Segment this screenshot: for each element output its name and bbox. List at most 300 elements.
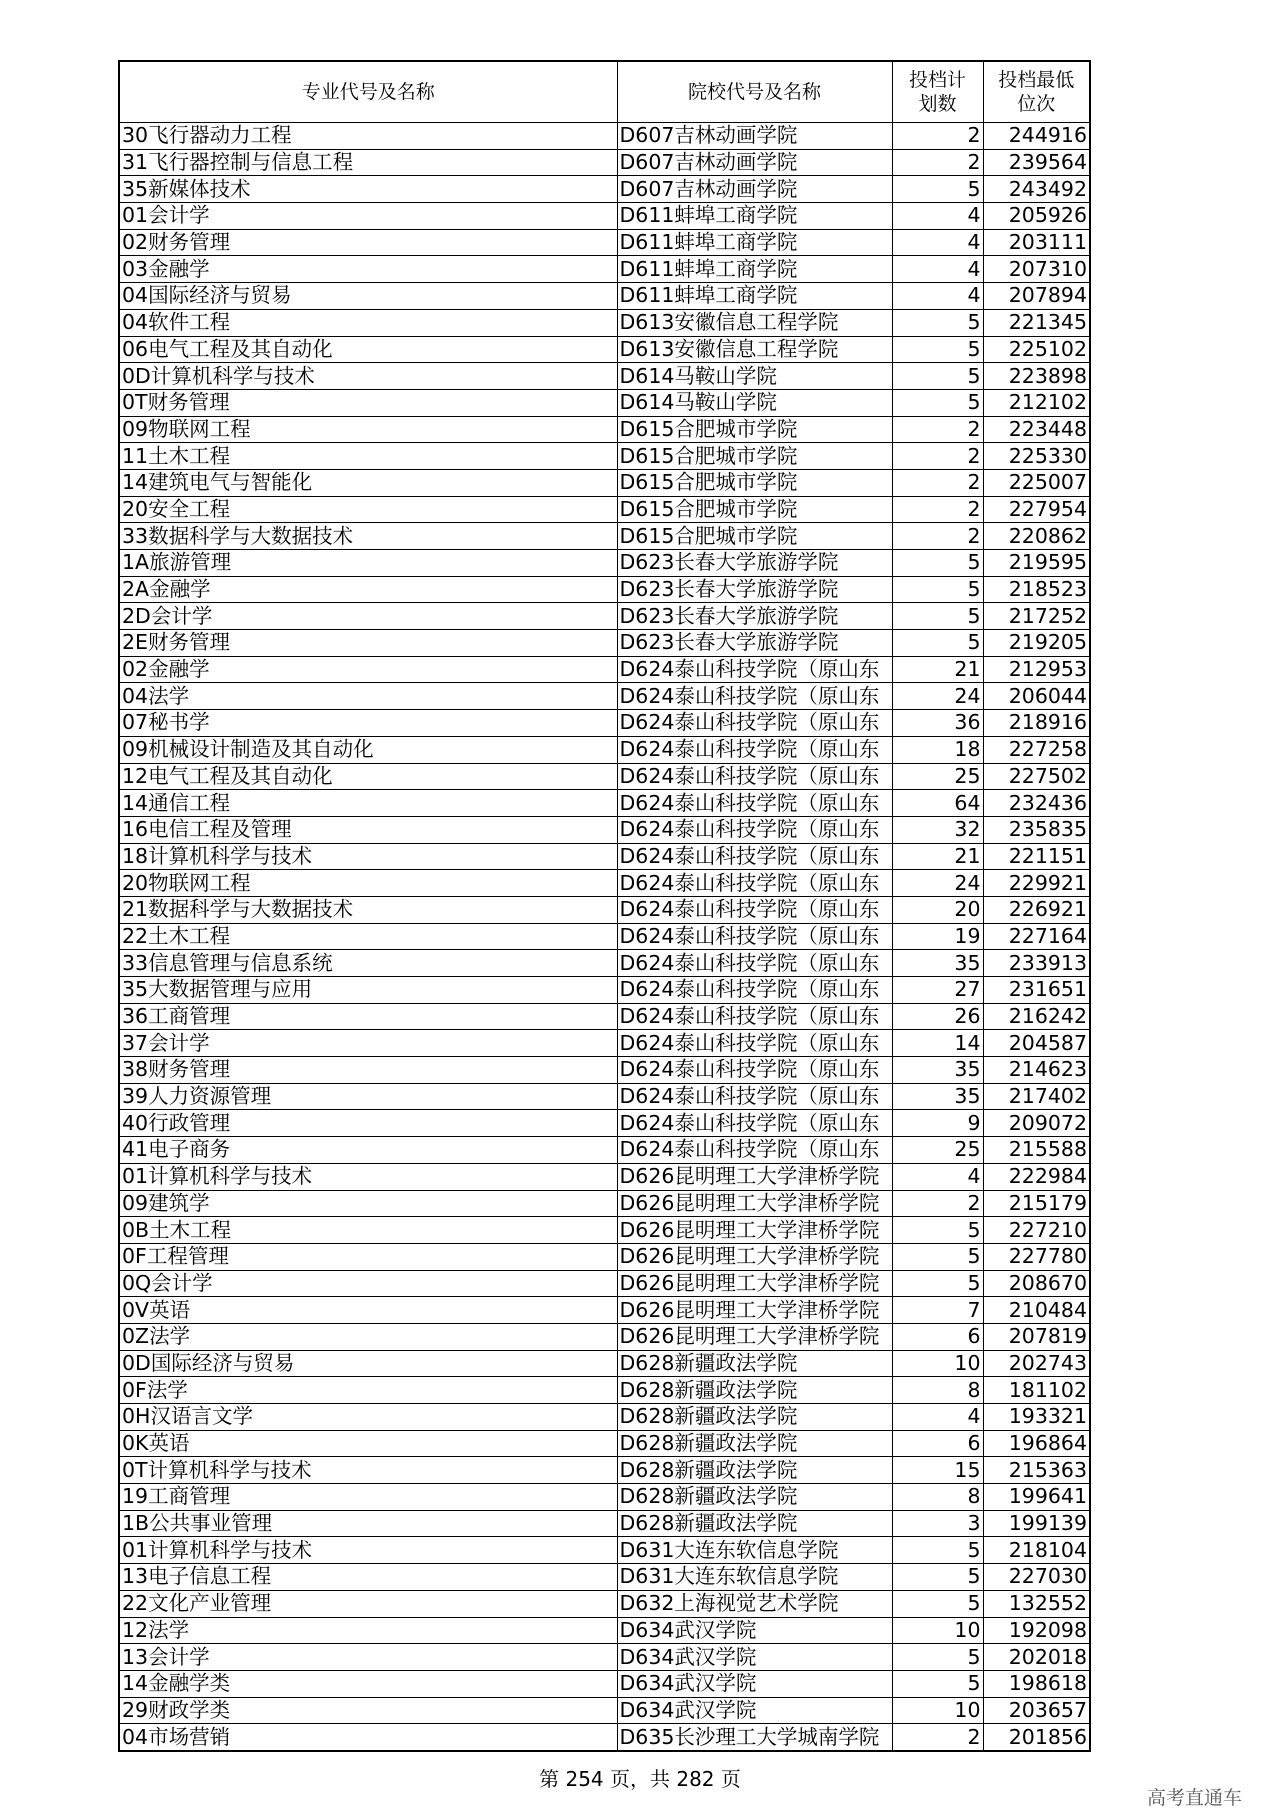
school-cell: D611蚌埠工商学院 (617, 203, 892, 230)
plan-count-cell: 5 (892, 336, 983, 363)
table-row (119, 1644, 1090, 1671)
major-cell: 33信息管理与信息系统 (119, 950, 617, 977)
school-cell: D632上海视觉艺术学院 (617, 1590, 892, 1617)
plan-count-cell: 5 (892, 1590, 983, 1617)
table-row (119, 630, 1090, 657)
min-rank-cell: 219595 (983, 550, 1090, 577)
min-rank-cell: 225330 (983, 443, 1090, 470)
min-rank-cell: 226921 (983, 896, 1090, 923)
school-cell: D623长春大学旅游学院 (617, 630, 892, 657)
table-row (119, 1297, 1090, 1324)
major-cell: 01会计学 (119, 203, 617, 230)
plan-count-cell: 32 (892, 816, 983, 843)
school-cell: D611蚌埠工商学院 (617, 229, 892, 256)
min-rank-cell: 203657 (983, 1697, 1090, 1724)
min-rank-cell: 207310 (983, 256, 1090, 283)
admission-table (118, 60, 1091, 1752)
plan-count-cell: 3 (892, 1510, 983, 1537)
major-cell: 04市场营销 (119, 1724, 617, 1751)
table-row (119, 1137, 1090, 1164)
table-row (119, 523, 1090, 550)
plan-count-cell: 2 (892, 1190, 983, 1217)
school-cell: D624泰山科技学院（原山东 (617, 923, 892, 950)
plan-count-cell: 5 (892, 603, 983, 630)
major-cell: 1B公共事业管理 (119, 1510, 617, 1537)
plan-count-cell: 2 (892, 523, 983, 550)
min-rank-cell: 232436 (983, 790, 1090, 817)
min-rank-cell: 227030 (983, 1564, 1090, 1591)
major-cell: 14金融学类 (119, 1670, 617, 1697)
school-cell: D628新疆政法学院 (617, 1510, 892, 1537)
table-row (119, 149, 1090, 176)
plan-count-cell: 5 (892, 1644, 983, 1671)
min-rank-cell: 225102 (983, 336, 1090, 363)
plan-count-cell: 10 (892, 1697, 983, 1724)
plan-count-cell: 4 (892, 1404, 983, 1431)
major-cell: 07秘书学 (119, 710, 617, 737)
school-cell: D624泰山科技学院（原山东 (617, 1057, 892, 1084)
min-rank-cell: 206044 (983, 683, 1090, 710)
major-cell: 35大数据管理与应用 (119, 977, 617, 1004)
school-cell: D626昆明理工大学津桥学院 (617, 1297, 892, 1324)
major-cell: 36工商管理 (119, 1003, 617, 1030)
school-cell: D624泰山科技学院（原山东 (617, 790, 892, 817)
major-cell: 39人力资源管理 (119, 1083, 617, 1110)
major-cell: 2A金融学 (119, 576, 617, 603)
min-rank-cell: 199641 (983, 1484, 1090, 1511)
plan-count-cell: 5 (892, 630, 983, 657)
table-row (119, 256, 1090, 283)
min-rank-cell: 223898 (983, 363, 1090, 390)
min-rank-cell: 216242 (983, 1003, 1090, 1030)
table-row (119, 496, 1090, 523)
plan-count-cell: 2 (892, 496, 983, 523)
min-rank-cell: 209072 (983, 1110, 1090, 1137)
plan-count-cell: 14 (892, 1030, 983, 1057)
table-row (119, 790, 1090, 817)
school-cell: D611蚌埠工商学院 (617, 256, 892, 283)
min-rank-cell: 205926 (983, 203, 1090, 230)
major-cell: 09物联网工程 (119, 416, 617, 443)
min-rank-cell: 227502 (983, 763, 1090, 790)
plan-count-cell: 8 (892, 1377, 983, 1404)
page-number: 第 254 页，共 282 页 (539, 1767, 741, 1791)
table-row (119, 176, 1090, 203)
plan-count-cell: 5 (892, 576, 983, 603)
table-row (119, 363, 1090, 390)
school-cell: D615合肥城市学院 (617, 443, 892, 470)
major-cell: 12电气工程及其自动化 (119, 763, 617, 790)
school-cell: D614马鞍山学院 (617, 363, 892, 390)
plan-count-cell: 6 (892, 1430, 983, 1457)
school-cell: D623长春大学旅游学院 (617, 550, 892, 577)
min-rank-cell: 231651 (983, 977, 1090, 1004)
major-cell: 22文化产业管理 (119, 1590, 617, 1617)
plan-count-cell: 4 (892, 203, 983, 230)
table-row (119, 229, 1090, 256)
table-row (119, 1697, 1090, 1724)
major-cell: 1A旅游管理 (119, 550, 617, 577)
plan-count-cell: 5 (892, 1670, 983, 1697)
major-cell: 37会计学 (119, 1030, 617, 1057)
min-rank-cell: 227258 (983, 736, 1090, 763)
school-cell: D615合肥城市学院 (617, 496, 892, 523)
plan-count-cell: 25 (892, 1137, 983, 1164)
school-cell: D628新疆政法学院 (617, 1404, 892, 1431)
school-cell: D628新疆政法学院 (617, 1350, 892, 1377)
school-cell: D624泰山科技学院（原山东 (617, 870, 892, 897)
school-cell: D626昆明理工大学津桥学院 (617, 1243, 892, 1270)
table-row (119, 977, 1090, 1004)
plan-count-cell: 35 (892, 950, 983, 977)
table-row (119, 1457, 1090, 1484)
table-row (119, 683, 1090, 710)
school-cell: D611蚌埠工商学院 (617, 283, 892, 310)
plan-count-cell: 5 (892, 309, 983, 336)
min-rank-cell: 227210 (983, 1217, 1090, 1244)
min-rank-cell: 207894 (983, 283, 1090, 310)
school-cell: D624泰山科技学院（原山东 (617, 1110, 892, 1137)
plan-count-cell: 7 (892, 1297, 983, 1324)
plan-count-cell: 2 (892, 149, 983, 176)
major-cell: 0H汉语言文学 (119, 1404, 617, 1431)
major-cell: 02金融学 (119, 656, 617, 683)
table-body (119, 123, 1090, 1751)
table-row (119, 603, 1090, 630)
table-header-row (119, 61, 1090, 123)
table-row (119, 389, 1090, 416)
school-cell: D628新疆政法学院 (617, 1430, 892, 1457)
major-cell: 03金融学 (119, 256, 617, 283)
school-cell: D615合肥城市学院 (617, 416, 892, 443)
school-cell: D628新疆政法学院 (617, 1377, 892, 1404)
school-cell: D624泰山科技学院（原山东 (617, 710, 892, 737)
plan-count-cell: 19 (892, 923, 983, 950)
major-cell: 20物联网工程 (119, 870, 617, 897)
plan-count-cell: 26 (892, 1003, 983, 1030)
major-cell: 09机械设计制造及其自动化 (119, 736, 617, 763)
school-cell: D624泰山科技学院（原山东 (617, 656, 892, 683)
table-row (119, 896, 1090, 923)
header-min-rank: 投档最低 位次 (983, 61, 1090, 123)
plan-count-cell: 27 (892, 977, 983, 1004)
plan-count-cell: 4 (892, 256, 983, 283)
table-row (119, 443, 1090, 470)
table-row (119, 1270, 1090, 1297)
table-row (119, 1323, 1090, 1350)
school-cell: D634武汉学院 (617, 1644, 892, 1671)
major-cell: 21数据科学与大数据技术 (119, 896, 617, 923)
table-row (119, 1057, 1090, 1084)
school-cell: D607吉林动画学院 (617, 149, 892, 176)
plan-count-cell: 6 (892, 1323, 983, 1350)
plan-count-cell: 2 (892, 123, 983, 150)
table-row (119, 309, 1090, 336)
plan-count-cell: 35 (892, 1083, 983, 1110)
school-cell: D624泰山科技学院（原山东 (617, 736, 892, 763)
min-rank-cell: 229921 (983, 870, 1090, 897)
school-cell: D624泰山科技学院（原山东 (617, 763, 892, 790)
plan-count-cell: 15 (892, 1457, 983, 1484)
major-cell: 0Q会计学 (119, 1270, 617, 1297)
major-cell: 31飞行器控制与信息工程 (119, 149, 617, 176)
plan-count-cell: 5 (892, 1217, 983, 1244)
table-row (119, 843, 1090, 870)
plan-count-cell: 4 (892, 229, 983, 256)
min-rank-cell: 218916 (983, 710, 1090, 737)
min-rank-cell: 221151 (983, 843, 1090, 870)
school-cell: D634武汉学院 (617, 1697, 892, 1724)
major-cell: 40行政管理 (119, 1110, 617, 1137)
school-cell: D626昆明理工大学津桥学院 (617, 1270, 892, 1297)
table-row (119, 1003, 1090, 1030)
min-rank-cell: 132552 (983, 1590, 1090, 1617)
plan-count-cell: 21 (892, 843, 983, 870)
plan-count-cell: 5 (892, 1537, 983, 1564)
min-rank-cell: 214623 (983, 1057, 1090, 1084)
plan-count-cell: 25 (892, 763, 983, 790)
major-cell: 14建筑电气与智能化 (119, 469, 617, 496)
min-rank-cell: 233913 (983, 950, 1090, 977)
table-row (119, 1083, 1090, 1110)
major-cell: 0Z法学 (119, 1323, 617, 1350)
min-rank-cell: 244916 (983, 123, 1090, 150)
school-cell: D624泰山科技学院（原山东 (617, 843, 892, 870)
school-cell: D607吉林动画学院 (617, 123, 892, 150)
school-cell: D634武汉学院 (617, 1670, 892, 1697)
table-row (119, 950, 1090, 977)
table-row (119, 123, 1090, 150)
min-rank-cell: 215179 (983, 1190, 1090, 1217)
major-cell: 22土木工程 (119, 923, 617, 950)
table-row (119, 923, 1090, 950)
min-rank-cell: 198618 (983, 1670, 1090, 1697)
min-rank-cell: 202018 (983, 1644, 1090, 1671)
major-cell: 20安全工程 (119, 496, 617, 523)
major-cell: 04法学 (119, 683, 617, 710)
min-rank-cell: 225007 (983, 469, 1090, 496)
min-rank-cell: 227780 (983, 1243, 1090, 1270)
plan-count-cell: 9 (892, 1110, 983, 1137)
min-rank-cell: 212102 (983, 389, 1090, 416)
major-cell: 04软件工程 (119, 309, 617, 336)
school-cell: D626昆明理工大学津桥学院 (617, 1217, 892, 1244)
school-cell: D615合肥城市学院 (617, 469, 892, 496)
major-cell: 13电子信息工程 (119, 1564, 617, 1591)
school-cell: D613安徽信息工程学院 (617, 336, 892, 363)
plan-count-cell: 5 (892, 1270, 983, 1297)
plan-count-cell: 2 (892, 1724, 983, 1751)
major-cell: 2D会计学 (119, 603, 617, 630)
plan-count-cell: 20 (892, 896, 983, 923)
table-row (119, 283, 1090, 310)
school-cell: D624泰山科技学院（原山东 (617, 950, 892, 977)
school-cell: D628新疆政法学院 (617, 1484, 892, 1511)
min-rank-cell: 221345 (983, 309, 1090, 336)
min-rank-cell: 217252 (983, 603, 1090, 630)
min-rank-cell: 207819 (983, 1323, 1090, 1350)
table-row (119, 1617, 1090, 1644)
major-cell: 11土木工程 (119, 443, 617, 470)
major-cell: 0B土木工程 (119, 1217, 617, 1244)
major-cell: 33数据科学与大数据技术 (119, 523, 617, 550)
school-cell: D615合肥城市学院 (617, 523, 892, 550)
table-row (119, 1564, 1090, 1591)
major-cell: 41电子商务 (119, 1137, 617, 1164)
table-row (119, 469, 1090, 496)
min-rank-cell: 220862 (983, 523, 1090, 550)
table-row (119, 203, 1090, 230)
school-cell: D626昆明理工大学津桥学院 (617, 1323, 892, 1350)
table-row (119, 1724, 1090, 1751)
min-rank-cell: 201856 (983, 1724, 1090, 1751)
plan-count-cell: 5 (892, 1243, 983, 1270)
plan-count-cell: 18 (892, 736, 983, 763)
plan-count-cell: 8 (892, 1484, 983, 1511)
school-cell: D613安徽信息工程学院 (617, 309, 892, 336)
table-row (119, 656, 1090, 683)
min-rank-cell: 208670 (983, 1270, 1090, 1297)
min-rank-cell: 219205 (983, 630, 1090, 657)
plan-count-cell: 2 (892, 443, 983, 470)
major-cell: 0F工程管理 (119, 1243, 617, 1270)
min-rank-cell: 212953 (983, 656, 1090, 683)
table-row (119, 763, 1090, 790)
school-cell: D624泰山科技学院（原山东 (617, 1003, 892, 1030)
table-row (119, 816, 1090, 843)
min-rank-cell: 202743 (983, 1350, 1090, 1377)
min-rank-cell: 196864 (983, 1430, 1090, 1457)
major-cell: 0V英语 (119, 1297, 617, 1324)
major-cell: 02财务管理 (119, 229, 617, 256)
header-plan-count: 投档计 划数 (892, 61, 983, 123)
min-rank-cell: 223448 (983, 416, 1090, 443)
major-cell: 14通信工程 (119, 790, 617, 817)
min-rank-cell: 217402 (983, 1083, 1090, 1110)
plan-count-cell: 5 (892, 389, 983, 416)
plan-count-cell: 24 (892, 870, 983, 897)
school-cell: D607吉林动画学院 (617, 176, 892, 203)
major-cell: 12法学 (119, 1617, 617, 1644)
major-cell: 0T财务管理 (119, 389, 617, 416)
table-row (119, 1030, 1090, 1057)
plan-count-cell: 2 (892, 469, 983, 496)
watermark: 高考直通车 (1146, 1787, 1242, 1809)
school-cell: D628新疆政法学院 (617, 1457, 892, 1484)
table-row (119, 1404, 1090, 1431)
major-cell: 16电信工程及管理 (119, 816, 617, 843)
school-cell: D624泰山科技学院（原山东 (617, 1137, 892, 1164)
table-row (119, 1243, 1090, 1270)
table-row (119, 1430, 1090, 1457)
table-row (119, 1350, 1090, 1377)
min-rank-cell: 239564 (983, 149, 1090, 176)
major-cell: 35新媒体技术 (119, 176, 617, 203)
school-cell: D624泰山科技学院（原山东 (617, 816, 892, 843)
school-cell: D623长春大学旅游学院 (617, 576, 892, 603)
table-row (119, 736, 1090, 763)
table-row (119, 1537, 1090, 1564)
header-school: 院校代号及名称 (617, 61, 892, 123)
school-cell: D634武汉学院 (617, 1617, 892, 1644)
table-row (119, 336, 1090, 363)
major-cell: 38财务管理 (119, 1057, 617, 1084)
plan-count-cell: 24 (892, 683, 983, 710)
min-rank-cell: 193321 (983, 1404, 1090, 1431)
plan-count-cell: 4 (892, 1163, 983, 1190)
major-cell: 19工商管理 (119, 1484, 617, 1511)
plan-count-cell: 5 (892, 1564, 983, 1591)
plan-count-cell: 36 (892, 710, 983, 737)
plan-count-cell: 21 (892, 656, 983, 683)
school-cell: D626昆明理工大学津桥学院 (617, 1163, 892, 1190)
school-cell: D624泰山科技学院（原山东 (617, 896, 892, 923)
min-rank-cell: 192098 (983, 1617, 1090, 1644)
major-cell: 01计算机科学与技术 (119, 1537, 617, 1564)
min-rank-cell: 227954 (983, 496, 1090, 523)
min-rank-cell: 199139 (983, 1510, 1090, 1537)
min-rank-cell: 243492 (983, 176, 1090, 203)
table-row (119, 710, 1090, 737)
plan-count-cell: 5 (892, 550, 983, 577)
plan-count-cell: 64 (892, 790, 983, 817)
school-cell: D623长春大学旅游学院 (617, 603, 892, 630)
plan-count-cell: 10 (892, 1350, 983, 1377)
major-cell: 0F法学 (119, 1377, 617, 1404)
min-rank-cell: 222984 (983, 1163, 1090, 1190)
header-major: 专业代号及名称 (119, 61, 617, 123)
min-rank-cell: 218104 (983, 1537, 1090, 1564)
major-cell: 06电气工程及其自动化 (119, 336, 617, 363)
min-rank-cell: 215588 (983, 1137, 1090, 1164)
major-cell: 0D国际经济与贸易 (119, 1350, 617, 1377)
plan-count-cell: 2 (892, 416, 983, 443)
min-rank-cell: 218523 (983, 576, 1090, 603)
table-row (119, 1163, 1090, 1190)
table-row (119, 1217, 1090, 1244)
major-cell: 0D计算机科学与技术 (119, 363, 617, 390)
school-cell: D626昆明理工大学津桥学院 (617, 1190, 892, 1217)
school-cell: D624泰山科技学院（原山东 (617, 1083, 892, 1110)
major-cell: 29财政学类 (119, 1697, 617, 1724)
school-cell: D631大连东软信息学院 (617, 1564, 892, 1591)
plan-count-cell: 5 (892, 363, 983, 390)
min-rank-cell: 203111 (983, 229, 1090, 256)
table-row (119, 1110, 1090, 1137)
min-rank-cell: 215363 (983, 1457, 1090, 1484)
major-cell: 18计算机科学与技术 (119, 843, 617, 870)
table-row (119, 1190, 1090, 1217)
min-rank-cell: 204587 (983, 1030, 1090, 1057)
table-row (119, 1377, 1090, 1404)
major-cell: 01计算机科学与技术 (119, 1163, 617, 1190)
min-rank-cell: 235835 (983, 816, 1090, 843)
school-cell: D631大连东软信息学院 (617, 1537, 892, 1564)
min-rank-cell: 210484 (983, 1297, 1090, 1324)
major-cell: 0T计算机科学与技术 (119, 1457, 617, 1484)
table-row (119, 576, 1090, 603)
table-row (119, 870, 1090, 897)
plan-count-cell: 4 (892, 283, 983, 310)
major-cell: 04国际经济与贸易 (119, 283, 617, 310)
school-cell: D624泰山科技学院（原山东 (617, 977, 892, 1004)
min-rank-cell: 181102 (983, 1377, 1090, 1404)
plan-count-cell: 5 (892, 176, 983, 203)
table-row (119, 1484, 1090, 1511)
school-cell: D614马鞍山学院 (617, 389, 892, 416)
plan-count-cell: 10 (892, 1617, 983, 1644)
school-cell: D635长沙理工大学城南学院 (617, 1724, 892, 1751)
